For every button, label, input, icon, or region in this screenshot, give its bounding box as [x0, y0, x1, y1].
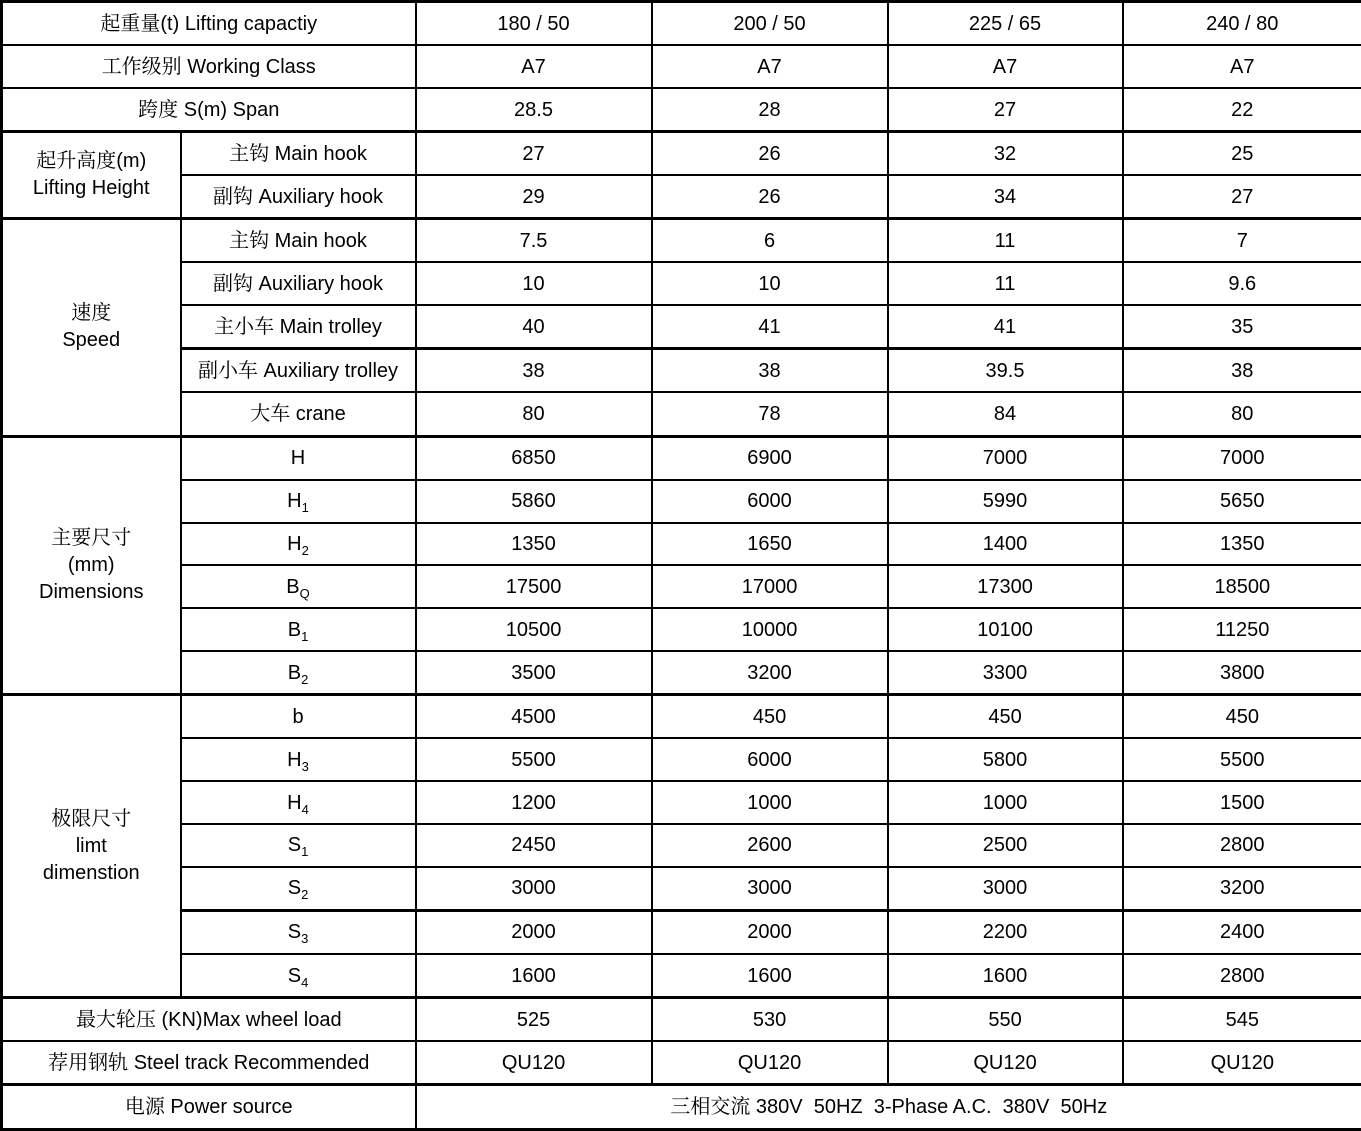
row-label: $S_3$ — [181, 910, 416, 954]
value-cell: 3000 — [652, 867, 888, 911]
value-cell: 1650 — [652, 523, 888, 566]
section-label-zh: 极限尺寸 — [51, 807, 132, 830]
section-label-dimensions — [2, 436, 181, 695]
row-label-lifting-capacity: 起重量(t) Lifting capactiy — [2, 2, 416, 46]
value-cell: 3300 — [888, 651, 1123, 695]
value-cell: 10500 — [416, 608, 652, 651]
row-label: $B_2$ — [181, 651, 416, 695]
value-cell: 84 — [888, 392, 1123, 436]
section-label-zh: 主要尺寸 — [51, 526, 132, 549]
section-label-lifting-height — [2, 132, 181, 219]
row-dim-H1 — [2, 480, 1361, 523]
value-cell: 2400 — [1123, 910, 1361, 954]
section-label-limit-dimensions — [2, 695, 181, 998]
row-dim-H — [2, 436, 1361, 480]
row-label: $B_Q$ — [181, 565, 416, 608]
row-dim-H2 — [2, 523, 1361, 566]
value-cell: 6000 — [652, 480, 888, 523]
value-cell: A7 — [652, 45, 888, 88]
row-label-power-source: 电源 Power source — [2, 1085, 416, 1130]
value-cell: 28 — [652, 88, 888, 132]
row-label: $B_1$ — [181, 608, 416, 651]
row-label: $H_3$ — [181, 738, 416, 781]
value-cell: A7 — [416, 45, 652, 88]
section-label-en: limt — [75, 834, 107, 857]
value-cell: 10 — [416, 262, 652, 305]
capacity-col-header: 240 / 80 — [1123, 2, 1361, 46]
value-cell: 2800 — [1123, 954, 1361, 998]
value-cell: 27 — [1123, 175, 1361, 219]
value-cell: 32 — [888, 132, 1123, 176]
section-label-unit: (mm) — [67, 553, 115, 576]
row-span — [2, 88, 1361, 132]
row-steel-track — [2, 1041, 1361, 1085]
value-cell: 38 — [416, 349, 652, 393]
value-cell: 2000 — [652, 910, 888, 954]
row-power-source — [2, 1085, 1361, 1130]
capacity-col-header: 225 / 65 — [888, 2, 1123, 46]
row-label-working-class: 工作级别 Working Class — [2, 45, 416, 88]
value-cell: 6000 — [652, 738, 888, 781]
value-cell: 11250 — [1123, 608, 1361, 651]
value-cell: 5500 — [416, 738, 652, 781]
value-cell: 10100 — [888, 608, 1123, 651]
value-cell: 1350 — [416, 523, 652, 566]
value-cell: 450 — [652, 695, 888, 739]
row-label: $H_2$ — [181, 523, 416, 566]
value-cell: 17300 — [888, 565, 1123, 608]
value-cell: 3500 — [416, 651, 652, 695]
value-cell: 530 — [652, 998, 888, 1042]
row-lifting-height-aux-hook — [2, 175, 1361, 219]
value-cell: 25 — [1123, 132, 1361, 176]
value-cell: 39.5 — [888, 349, 1123, 393]
row-max-wheel-load — [2, 998, 1361, 1042]
section-label-en: dimenstion — [42, 861, 140, 884]
value-cell: 11 — [888, 219, 1123, 263]
value-cell: 6900 — [652, 436, 888, 480]
value-cell: 6850 — [416, 436, 652, 480]
value-cell: 1000 — [888, 781, 1123, 824]
row-speed-aux-hook — [2, 262, 1361, 305]
row-limit-b — [2, 695, 1361, 739]
row-label: H — [181, 436, 416, 480]
value-cell: 35 — [1123, 305, 1361, 349]
value-cell: 6 — [652, 219, 888, 263]
value-cell: QU120 — [1123, 1041, 1361, 1085]
value-cell: 38 — [1123, 349, 1361, 393]
value-cell: 27 — [416, 132, 652, 176]
value-cell: 5650 — [1123, 480, 1361, 523]
value-cell: 545 — [1123, 998, 1361, 1042]
row-speed-aux-trolley — [2, 349, 1361, 393]
row-lifting-height-main-hook — [2, 132, 1361, 176]
row-label: 副钩 Auxiliary hook — [181, 175, 416, 219]
power-source-value: 三相交流 380V 50HZ 3-Phase A.C. 380V 50Hz — [416, 1085, 1361, 1130]
value-cell: QU120 — [888, 1041, 1123, 1085]
value-cell: QU120 — [652, 1041, 888, 1085]
value-cell: 41 — [888, 305, 1123, 349]
value-cell: 525 — [416, 998, 652, 1042]
value-cell: 17000 — [652, 565, 888, 608]
value-cell: 2000 — [416, 910, 652, 954]
value-cell: 41 — [652, 305, 888, 349]
value-cell: 7000 — [1123, 436, 1361, 480]
value-cell: 7000 — [888, 436, 1123, 480]
value-cell: 5500 — [1123, 738, 1361, 781]
value-cell: 3200 — [1123, 867, 1361, 911]
row-dim-BQ — [2, 565, 1361, 608]
value-cell: 450 — [1123, 695, 1361, 739]
value-cell: 9.6 — [1123, 262, 1361, 305]
value-cell: 1600 — [888, 954, 1123, 998]
value-cell: 27 — [888, 88, 1123, 132]
value-cell: 450 — [888, 695, 1123, 739]
row-dim-B2 — [2, 651, 1361, 695]
row-label: 主小车 Main trolley — [181, 305, 416, 349]
row-label: $S_2$ — [181, 867, 416, 911]
value-cell: 1400 — [888, 523, 1123, 566]
row-label-max-wheel-load: 最大轮压 (KN)Max wheel load — [2, 998, 416, 1042]
row-speed-main-trolley — [2, 305, 1361, 349]
value-cell: 80 — [416, 392, 652, 436]
value-cell: 3200 — [652, 651, 888, 695]
value-cell: 3000 — [888, 867, 1123, 911]
value-cell: 1600 — [416, 954, 652, 998]
row-label: $S_4$ — [181, 954, 416, 998]
value-cell: 34 — [888, 175, 1123, 219]
value-cell: A7 — [888, 45, 1123, 88]
row-label: 副钩 Auxiliary hook — [181, 262, 416, 305]
row-limit-S1 — [2, 824, 1361, 867]
value-cell: 1200 — [416, 781, 652, 824]
value-cell: 40 — [416, 305, 652, 349]
row-label-span: 跨度 S(m) Span — [2, 88, 416, 132]
row-limit-S2 — [2, 867, 1361, 911]
value-cell: QU120 — [416, 1041, 652, 1085]
value-cell: 5800 — [888, 738, 1123, 781]
value-cell: 2800 — [1123, 824, 1361, 867]
value-cell: 5990 — [888, 480, 1123, 523]
row-label: 主钩 Main hook — [181, 219, 416, 263]
row-limit-H3 — [2, 738, 1361, 781]
value-cell: 22 — [1123, 88, 1361, 132]
value-cell: 5860 — [416, 480, 652, 523]
row-label: $H_4$ — [181, 781, 416, 824]
row-limit-S4 — [2, 954, 1361, 998]
section-label-zh: 起升高度(m) — [36, 150, 147, 173]
row-speed-crane — [2, 392, 1361, 436]
value-cell: 28.5 — [416, 88, 652, 132]
row-working-class — [2, 45, 1361, 88]
row-speed-main-hook — [2, 219, 1361, 263]
value-cell: 10000 — [652, 608, 888, 651]
section-label-en: Speed — [62, 329, 121, 352]
value-cell: 29 — [416, 175, 652, 219]
value-cell: 7.5 — [416, 219, 652, 263]
value-cell: 10 — [652, 262, 888, 305]
value-cell: 3000 — [416, 867, 652, 911]
row-label: 副小车 Auxiliary trolley — [181, 349, 416, 393]
value-cell: 11 — [888, 262, 1123, 305]
value-cell: 26 — [652, 175, 888, 219]
value-cell: 78 — [652, 392, 888, 436]
section-label-en: Dimensions — [39, 580, 144, 603]
value-cell: 550 — [888, 998, 1123, 1042]
section-label-speed — [2, 219, 181, 436]
value-cell: 2600 — [652, 824, 888, 867]
row-label: 大车 crane — [181, 392, 416, 436]
row-label-steel-track: 荐用钢轨 Steel track Recommended — [2, 1041, 416, 1085]
value-cell: 7 — [1123, 219, 1361, 263]
capacity-col-header: 200 / 50 — [652, 2, 888, 46]
row-label: $S_1$ — [181, 824, 416, 867]
row-label: b — [181, 695, 416, 739]
value-cell: A7 — [1123, 45, 1361, 88]
section-label-zh: 速度 — [71, 302, 112, 325]
row-dim-B1 — [2, 608, 1361, 651]
row-limit-H4 — [2, 781, 1361, 824]
value-cell: 4500 — [416, 695, 652, 739]
value-cell: 2450 — [416, 824, 652, 867]
value-cell: 1600 — [652, 954, 888, 998]
value-cell: 2500 — [888, 824, 1123, 867]
row-label: $H_1$ — [181, 480, 416, 523]
value-cell: 17500 — [416, 565, 652, 608]
capacity-col-header: 180 / 50 — [416, 2, 652, 46]
value-cell: 38 — [652, 349, 888, 393]
value-cell: 3800 — [1123, 651, 1361, 695]
value-cell: 1350 — [1123, 523, 1361, 566]
row-lifting-capacity — [2, 2, 1361, 46]
row-limit-S3 — [2, 910, 1361, 954]
row-label: 主钩 Main hook — [181, 132, 416, 176]
value-cell: 80 — [1123, 392, 1361, 436]
value-cell: 2200 — [888, 910, 1123, 954]
section-label-en: Lifting Height — [32, 177, 150, 200]
value-cell: 1000 — [652, 781, 888, 824]
value-cell: 18500 — [1123, 565, 1361, 608]
value-cell: 1500 — [1123, 781, 1361, 824]
value-cell: 26 — [652, 132, 888, 176]
